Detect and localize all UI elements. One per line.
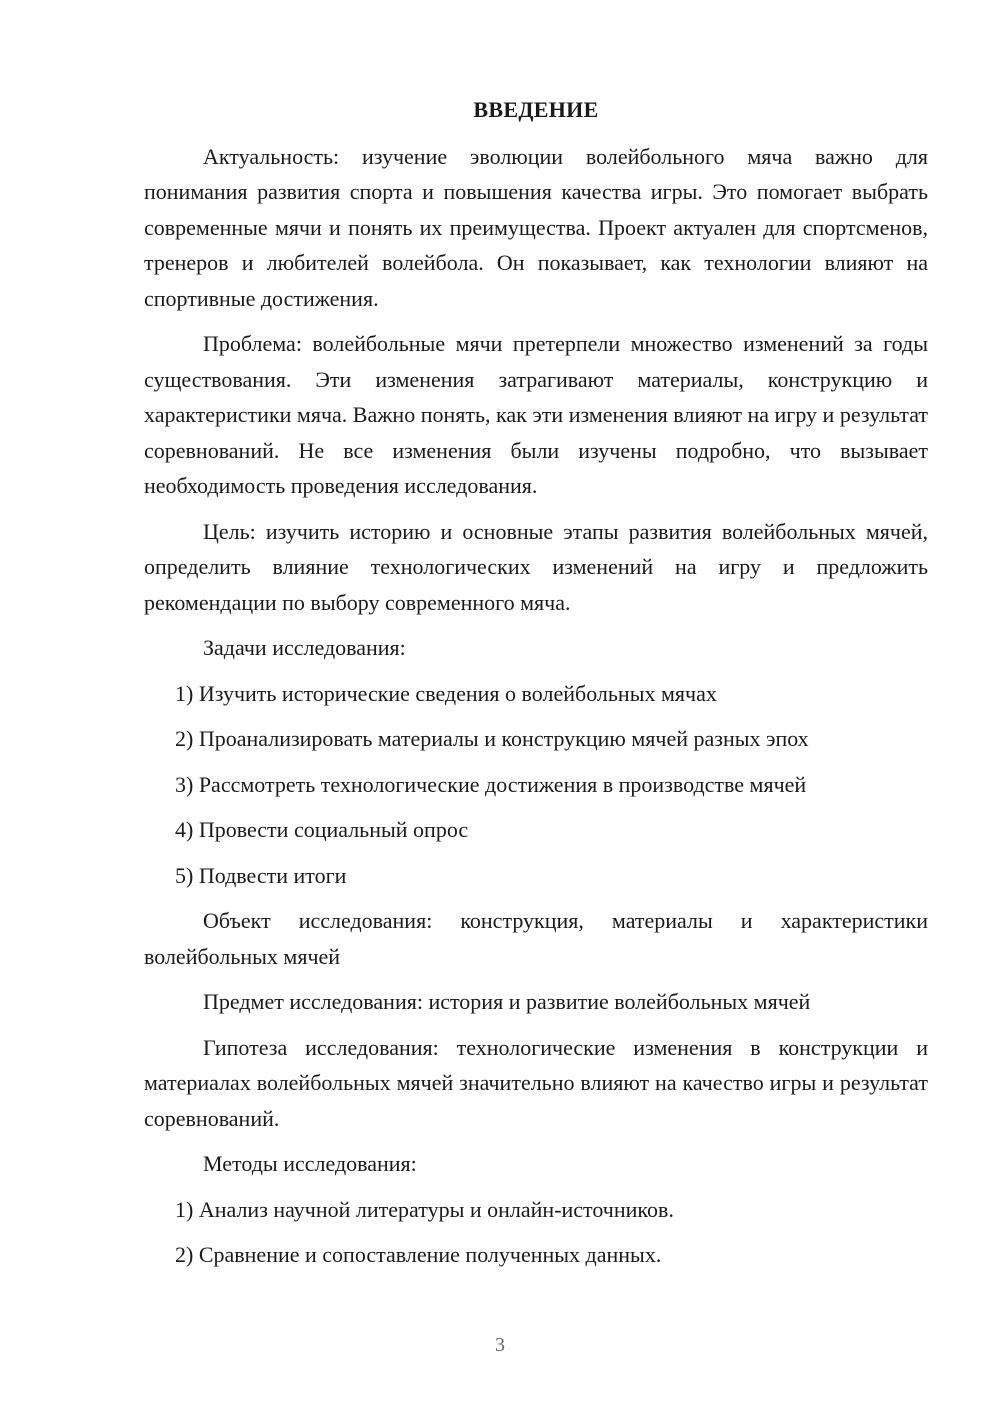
relevance-paragraph: Актуальность: изучение эволюции волейбольного мяча важно для понимания развития спорта и повышения качества игры. Это помогает выбрать современные мячи и понять их преимущества. Проект актуален для спортсменов, тренеров и любителей волейбола. Он показывает, как технологии влияют на спортивные достижения. <box>144 143 928 311</box>
hypothesis-paragraph: Гипотеза исследования: технологические изменения в конструкции и материалах волейбольных мячей значительно влияют на качество игры и результат соревнований. <box>144 1034 928 1131</box>
page-number: 3 <box>495 1334 505 1356</box>
problem-paragraph: Проблема: волейбольные мячи претерпели множество изменений за годы существования. Эти изменения затрагивают материалы, конструкцию и характеристики мяча. Важно понять, как эти изменения влияют на игру и результат соревнований. Не все изменения были изучены подробно, что вызывает необходимость проведения исследования. <box>144 331 928 498</box>
subject-paragraph: Предмет исследования: история и развитие волейбольных мячей <box>203 989 811 1014</box>
tasks-list <box>144 676 928 894</box>
task-item: 5) Подвести итоги <box>175 862 347 888</box>
section-heading: ВВЕДЕНИЕ <box>473 97 599 122</box>
object-paragraph: Объект исследования: конструкция, материалы и характеристики волейбольных мячей <box>144 908 928 969</box>
methods-title: Методы исследования: <box>203 1151 417 1176</box>
tasks-title: Задачи исследования: <box>203 635 406 660</box>
goal-paragraph: Цель: изучить историю и основные этапы развития волейбольных мячей, определить влияние технологических изменений на игру и предложить рекомендации по выбору современного мяча. <box>144 518 928 615</box>
methods-list <box>144 1192 928 1273</box>
method-item: 1) Анализ научной литературы и онлайн-источников. <box>175 1196 674 1222</box>
page-content <box>144 92 928 1283</box>
task-item: 2) Проанализировать материалы и конструкцию мячей разных эпох <box>175 726 809 751</box>
task-item: 3) Рассмотреть технологические достижения в производстве мячей <box>175 771 807 797</box>
method-item: 2) Сравнение и сопоставление полученных данных. <box>175 1242 662 1267</box>
task-item: 4) Провести социальный опрос <box>175 817 469 842</box>
task-item: 1) Изучить исторические сведения о волейбольных мячах <box>175 680 717 706</box>
